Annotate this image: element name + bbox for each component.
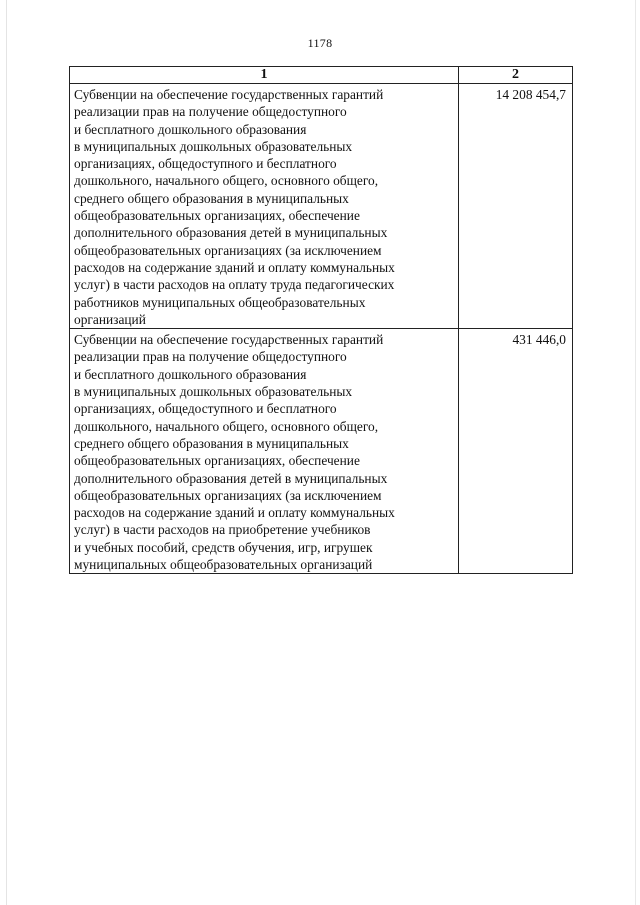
description-line: организаций — [74, 311, 146, 327]
description-line: работников муниципальных общеобразовательных — [74, 294, 366, 310]
description-line: дошкольного, начального общего, основного общего, — [74, 173, 379, 189]
description-line: Субвенции на обеспечение государственных гарантий — [74, 87, 384, 102]
row-amount: 14 208 454,7 — [459, 84, 573, 329]
page-number: 1178 — [307, 36, 333, 50]
description-line: расходов на содержание зданий и оплату коммунальных — [74, 505, 395, 521]
description-line: реализации прав на получение общедоступного — [74, 349, 347, 365]
row-description — [70, 84, 459, 329]
description-line: услуг) в части расходов на приобретение учебников — [74, 522, 371, 538]
table-row — [70, 84, 573, 329]
row-amount: 431 446,0 — [459, 329, 573, 574]
description-line: и учебных пособий, средств обучения, игр, игрушек — [74, 539, 373, 555]
table-header-row — [70, 67, 573, 84]
scan-edge-right — [635, 0, 636, 905]
description-line: Субвенции на обеспечение государственных гарантий — [74, 332, 384, 348]
description-line: в муниципальных дошкольных образовательных — [74, 384, 353, 400]
table-row — [70, 329, 573, 574]
description-line: услуг) в части расходов на оплату труда педагогических — [74, 277, 395, 293]
description-line: реализации прав на получение общедоступного — [74, 104, 347, 120]
description-line: дополнительного образования детей в муниципальных — [74, 470, 388, 486]
description-line: и бесплатного дошкольного образования — [74, 366, 307, 382]
description-line: расходов на содержание зданий и оплату коммунальных — [74, 259, 395, 275]
budget-table — [69, 66, 573, 574]
description-line: общеобразовательных организациях (за исключением — [74, 487, 382, 503]
scan-edge-left — [6, 0, 7, 905]
description-line: и бесплатного дошкольного образования — [74, 121, 307, 137]
description-line: в муниципальных дошкольных образовательных — [74, 138, 353, 154]
description-line: дошкольного, начального общего, основного общего, — [74, 418, 379, 434]
description-line: среднего общего образования в муниципальных — [74, 190, 349, 206]
description-line: среднего общего образования в муниципальных — [74, 435, 349, 451]
description-line: организациях, общедоступного и бесплатного — [74, 401, 337, 417]
row-description — [70, 329, 459, 574]
description-line: организациях, общедоступного и бесплатного — [74, 156, 337, 172]
description-line: общеобразовательных организациях, обеспечение — [74, 208, 360, 224]
column-header-description: 1 — [70, 67, 459, 84]
description-line: дополнительного образования детей в муниципальных — [74, 225, 388, 241]
description-line: общеобразовательных организациях (за исключением — [74, 242, 382, 258]
column-header-amount: 2 — [459, 67, 573, 84]
description-line: муниципальных общеобразовательных организаций — [74, 557, 373, 573]
description-line: общеобразовательных организациях, обеспечение — [74, 453, 360, 469]
